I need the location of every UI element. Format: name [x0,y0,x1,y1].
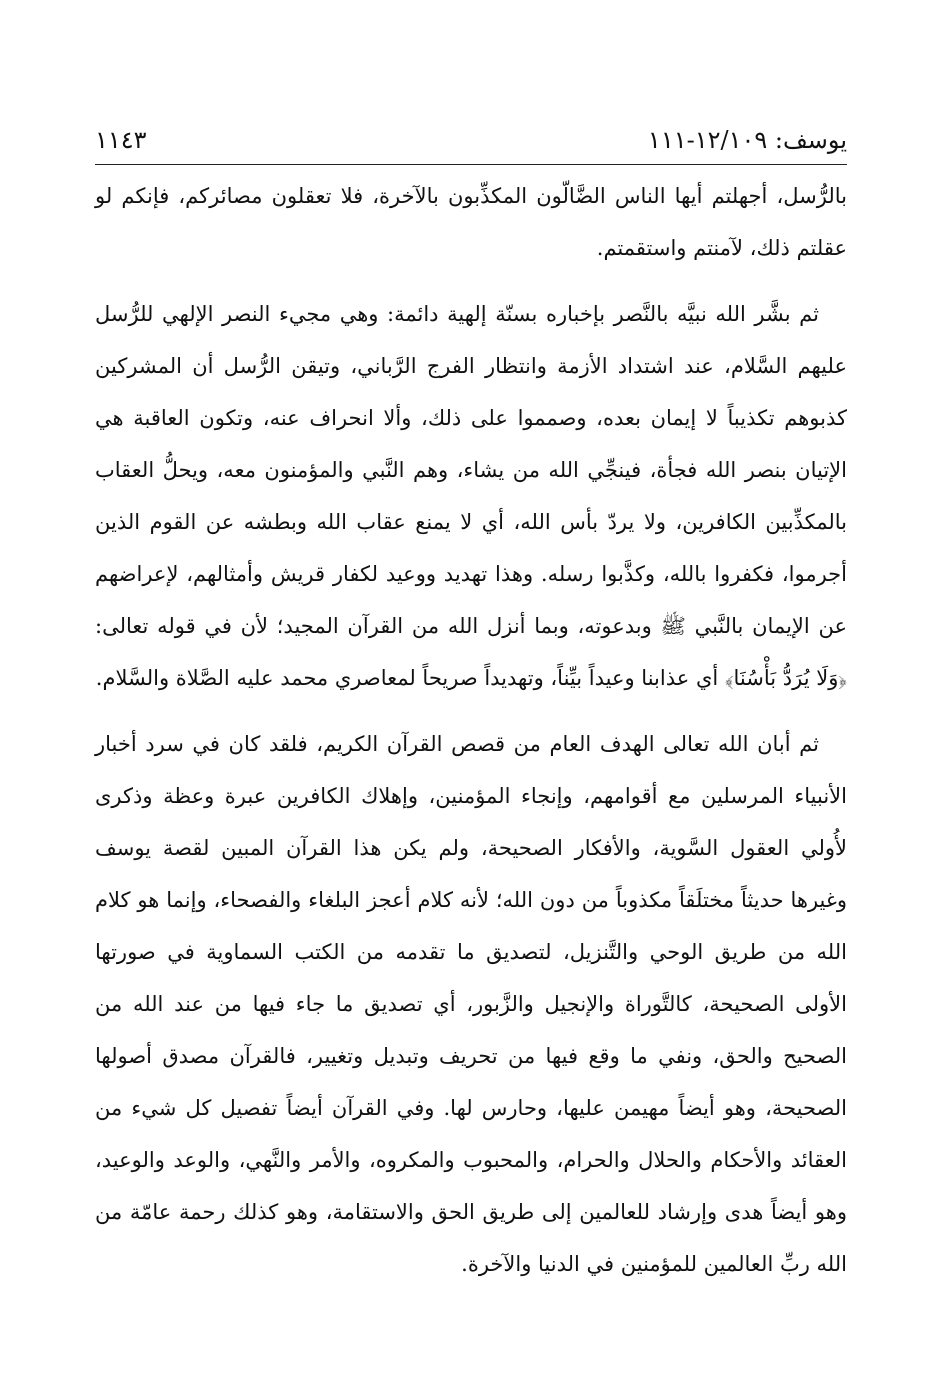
page-body [95,170,847,1290]
paragraph-2: ثم بشَّر الله نبيَّه بالنَّصر بإخباره بسنّة إلهية دائمة: وهي مجيء النصر الإلهي للرُّسل عليهم السَّلام، عند اشتداد الأزمة وانتظار الفرج الرَّباني، وتيقن الرُّسل أن المشركين كذبوهم تكذيباً لا إيمان بعده، وصمموا على ذلك، وألا انحراف عنه، وتكون العاقبة هي الإتيان بنصر الله فجأة، فينجِّي الله من يشاء، وهم النَّبي والمؤمنون معه، ويحلُّ العقاب بالمكذِّبين الكافرين، ولا يردّ بأس الله، أي لا يمنع عقاب الله وبطشه عن القوم الذين أجرموا، فكفروا بالله، وكذَّبوا رسله. وهذا تهديد ووعيد لكفار قريش وأمثالهم، لإعراضهم عن الإيمان بالنَّبي ﷺ وبدعوته، وبما أنزل الله من القرآن المجيد؛ لأن في قوله تعالى: ﴿وَلَا يُرَدُّ بَأْسُنَا﴾ أي عذابنا وعيداً بيِّناً، وتهديداً صريحاً لمعاصري محمد عليه الصَّلاة والسَّلام. [95,302,847,690]
page-header [95,116,847,165]
page-number: ١١٤٣ [95,126,147,154]
paragraph-1: بالرُّسل، أجهلتم أيها الناس الضَّالّون المكذِّبون بالآخرة، فلا تعقلون مصائركم، فإنكم لو عقلتم ذلك، لآمنتم واستقمتم. [95,184,847,260]
paragraph-3: ثم أبان الله تعالى الهدف العام من قصص القرآن الكريم، فلقد كان في سرد أخبار الأنبياء المرسلين مع أقوامهم، وإنجاء المؤمنين، وإهلاك الكافرين عبرة وعظة وذكرى لأُولي العقول السَّوية، والأفكار الصحيحة، ولم يكن هذا القرآن المبين لقصة يوسف وغيرها حديثاً مختلَقاً مكذوباً من دون الله؛ لأنه كلام أعجز البلغاء والفصحاء، وإنما هو كلام الله من طريق الوحي والتَّنزيل، لتصديق ما تقدمه من الكتب السماوية في صورتها الأولى الصحيحة، كالتَّوراة والإنجيل والزَّبور، أي تصديق ما جاء فيها من عند الله من الصحيح والحق، ونفي ما وقع فيها من تحريف وتبديل وتغيير، فالقرآن مصدق أصولها الصحيحة، وهو أيضاً مهيمن عليها، وحارس لها. وفي القرآن أيضاً تفصيل كل شيء من العقائد والأحكام والحلال والحرام، والمحبوب والمكروه، والأمر والنَّهي، والوعد والوعيد، وهو أيضاً هدى وإرشاد للعالمين إلى طريق الحق والاستقامة، وهو كذلك رحمة عامّة من الله ربِّ العالمين للمؤمنين في الدنيا والآخرة. [95,732,847,1276]
running-title: يوسف: ١٢/١٠٩-١١١ [647,126,847,154]
